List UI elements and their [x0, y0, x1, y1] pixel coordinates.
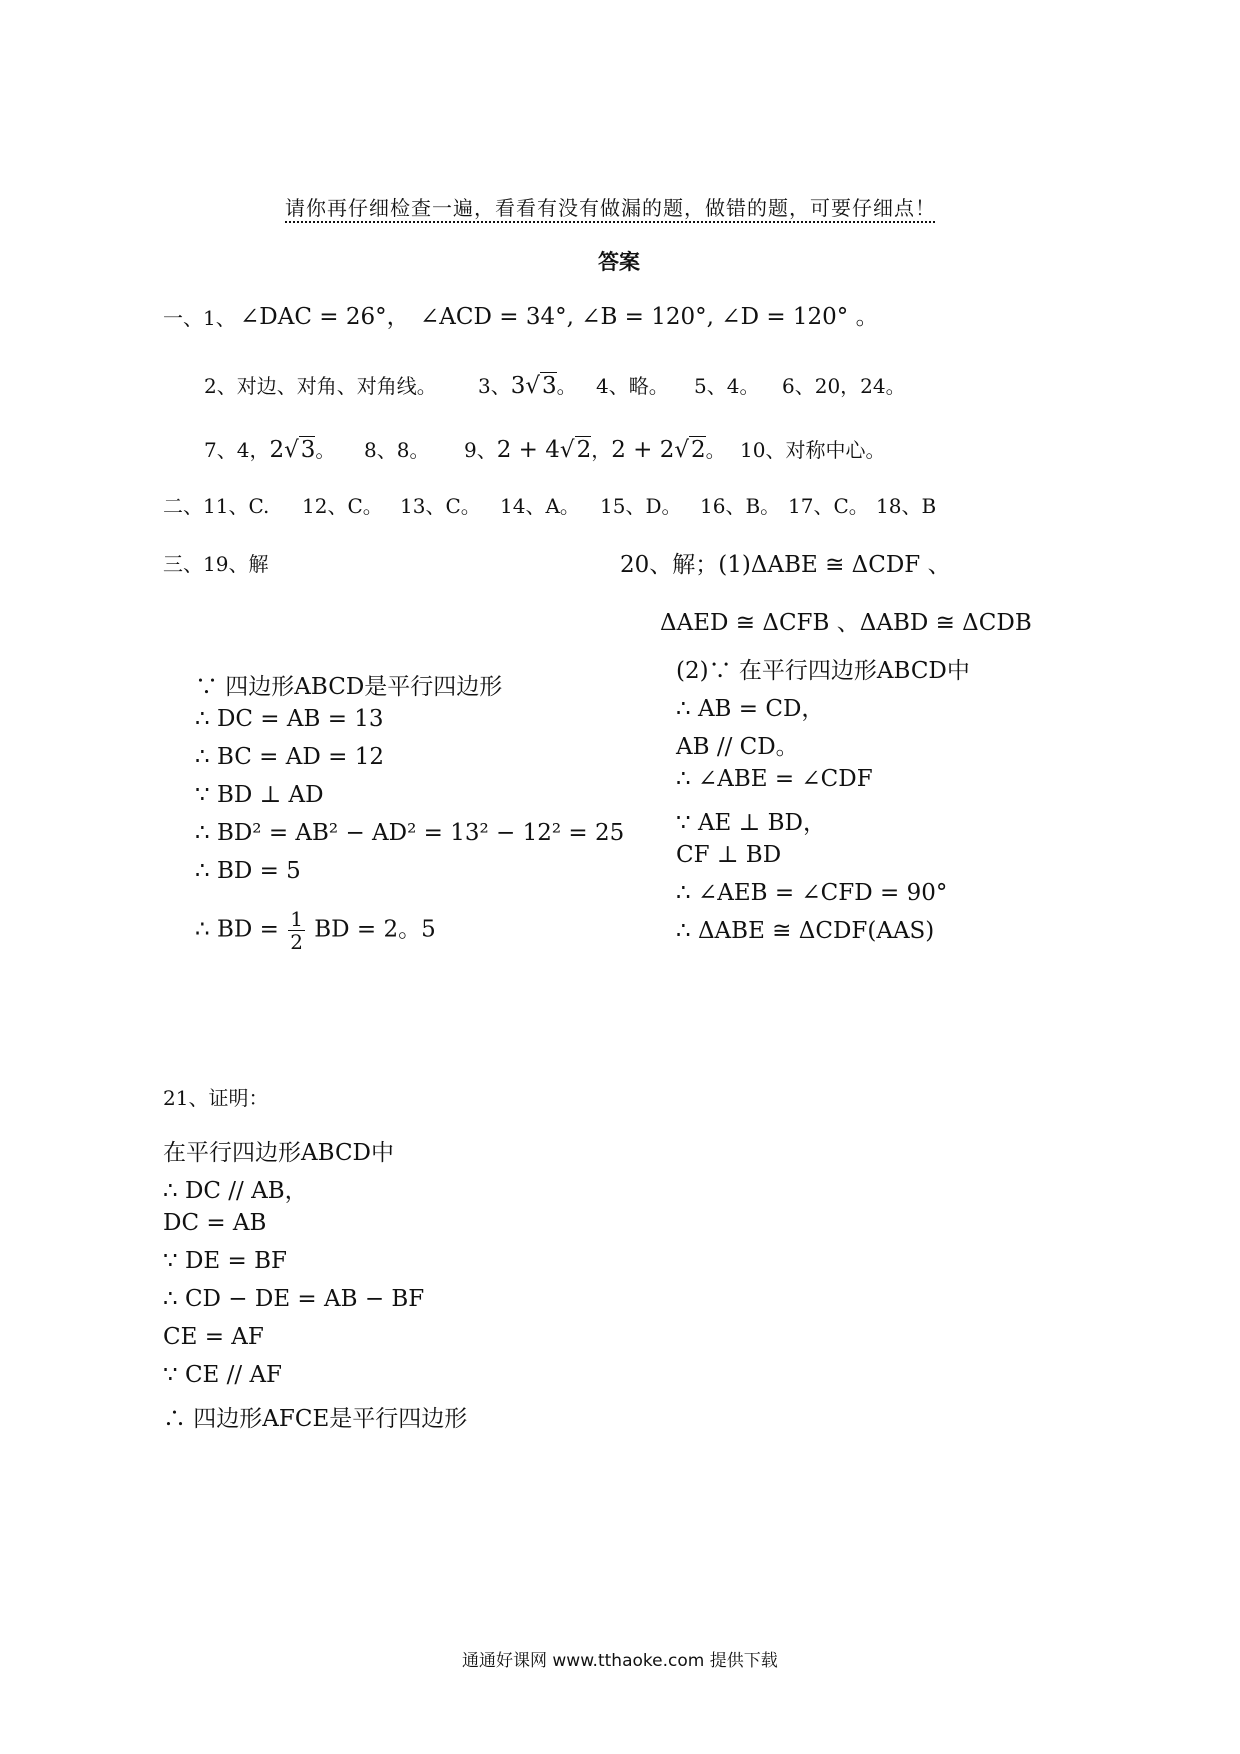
q19-line-3: ∴ BC = AD = 12	[195, 744, 384, 770]
q19-line-1: ∵ 四边形ABCD是平行四边形	[195, 674, 503, 700]
s2-a15: 15、D。	[600, 494, 682, 518]
s1-q7: 7、4，2√3。	[204, 437, 336, 463]
q21-line-1: 在平行四边形ABCD中	[163, 1140, 394, 1166]
q19-line-6: ∴ BD = 5	[195, 858, 301, 884]
q19-label: 三、19、解	[163, 552, 269, 576]
s1-q2: 2、对边、对角、对角线。	[204, 374, 437, 398]
q19-line-7: ∴ BD = $\frac{1}{2}$ BD = 2。5	[195, 907, 436, 954]
s1-q4: 4、略。	[596, 374, 669, 398]
s2-a18: 18、B	[876, 494, 937, 518]
q21-line-6: CE = AF	[163, 1324, 264, 1350]
s1-q8: 8、8。	[364, 438, 430, 462]
q21-line-2: ∴ DC // AB，	[163, 1178, 308, 1204]
s1-q1a: ∠DAC = 26°，	[240, 304, 410, 330]
s1-q3: 3、3√3。	[478, 373, 577, 399]
s1-label: 一、1、	[163, 306, 236, 330]
s2-a13: 13、C。	[400, 494, 481, 518]
s1-q9: 9、2 + 4√2，2 + 2√2。	[464, 437, 726, 463]
q19-line-5: ∴ BD² = AB² − AD² = 13² − 12² = 25	[195, 820, 625, 846]
q20-line-4: ∴ ∠ABE = ∠CDF	[676, 766, 873, 792]
q21-label: 21、证明：	[163, 1086, 269, 1110]
q20-line-2: ∴ AB = CD，	[676, 696, 825, 722]
footer-text: 通通好课网 www.tthaoke.com 提供下载	[462, 1651, 778, 1671]
q19-line-4: ∵ BD ⊥ AD	[195, 782, 324, 808]
q20-line2: ΔAED ≅ ΔCFB 、ΔABD ≅ ΔCDB	[660, 610, 1032, 636]
s1-q5: 5、4。	[694, 374, 760, 398]
s2-a16: 16、B。	[700, 494, 781, 518]
q21-line-3: DC = AB	[163, 1210, 267, 1236]
s1-q10: 10、对称中心。	[740, 438, 886, 462]
q19-line-2: ∴ DC = AB = 13	[195, 706, 384, 732]
s2-a11: 二、11、C.	[163, 494, 270, 518]
q20-line-8: ∴ ΔABE ≅ ΔCDF(AAS)	[676, 918, 935, 944]
q20-line-3: AB // CD。	[676, 734, 799, 760]
q21-line-8: ∴ 四边形AFCE是平行四边形	[163, 1406, 468, 1432]
q20-line-1: (2)∵ 在平行四边形ABCD中	[676, 658, 970, 684]
q21-line-7: ∵ CE // AF	[163, 1362, 283, 1388]
s2-a12: 12、C。	[302, 494, 383, 518]
q20-label: 20、解；(1)ΔABE ≅ ΔCDF 、	[620, 552, 951, 578]
s1-q1b: ∠ACD = 34°, ∠B = 120°, ∠D = 120° 。	[420, 304, 879, 330]
s2-a17: 17、C。	[788, 494, 869, 518]
page-title: 答案	[598, 250, 640, 274]
q20-line-5: ∵ AE ⊥ BD，	[676, 810, 826, 836]
s2-a14: 14、A。	[500, 494, 580, 518]
q19-fraction: $\frac{1}{2}$	[290, 907, 303, 954]
q20-line-7: ∴ ∠AEB = ∠CFD = 90°	[676, 880, 948, 906]
q21-line-5: ∴ CD − DE = AB − BF	[163, 1286, 425, 1312]
reminder-text: 请你再仔细检查一遍，看看有没有做漏的题，做错的题，可要仔细点！	[285, 196, 936, 220]
q21-line-4: ∵ DE = BF	[163, 1248, 287, 1274]
s1-q6: 6、20，24。	[782, 374, 906, 398]
q20-line-6: CF ⊥ BD	[676, 842, 782, 868]
